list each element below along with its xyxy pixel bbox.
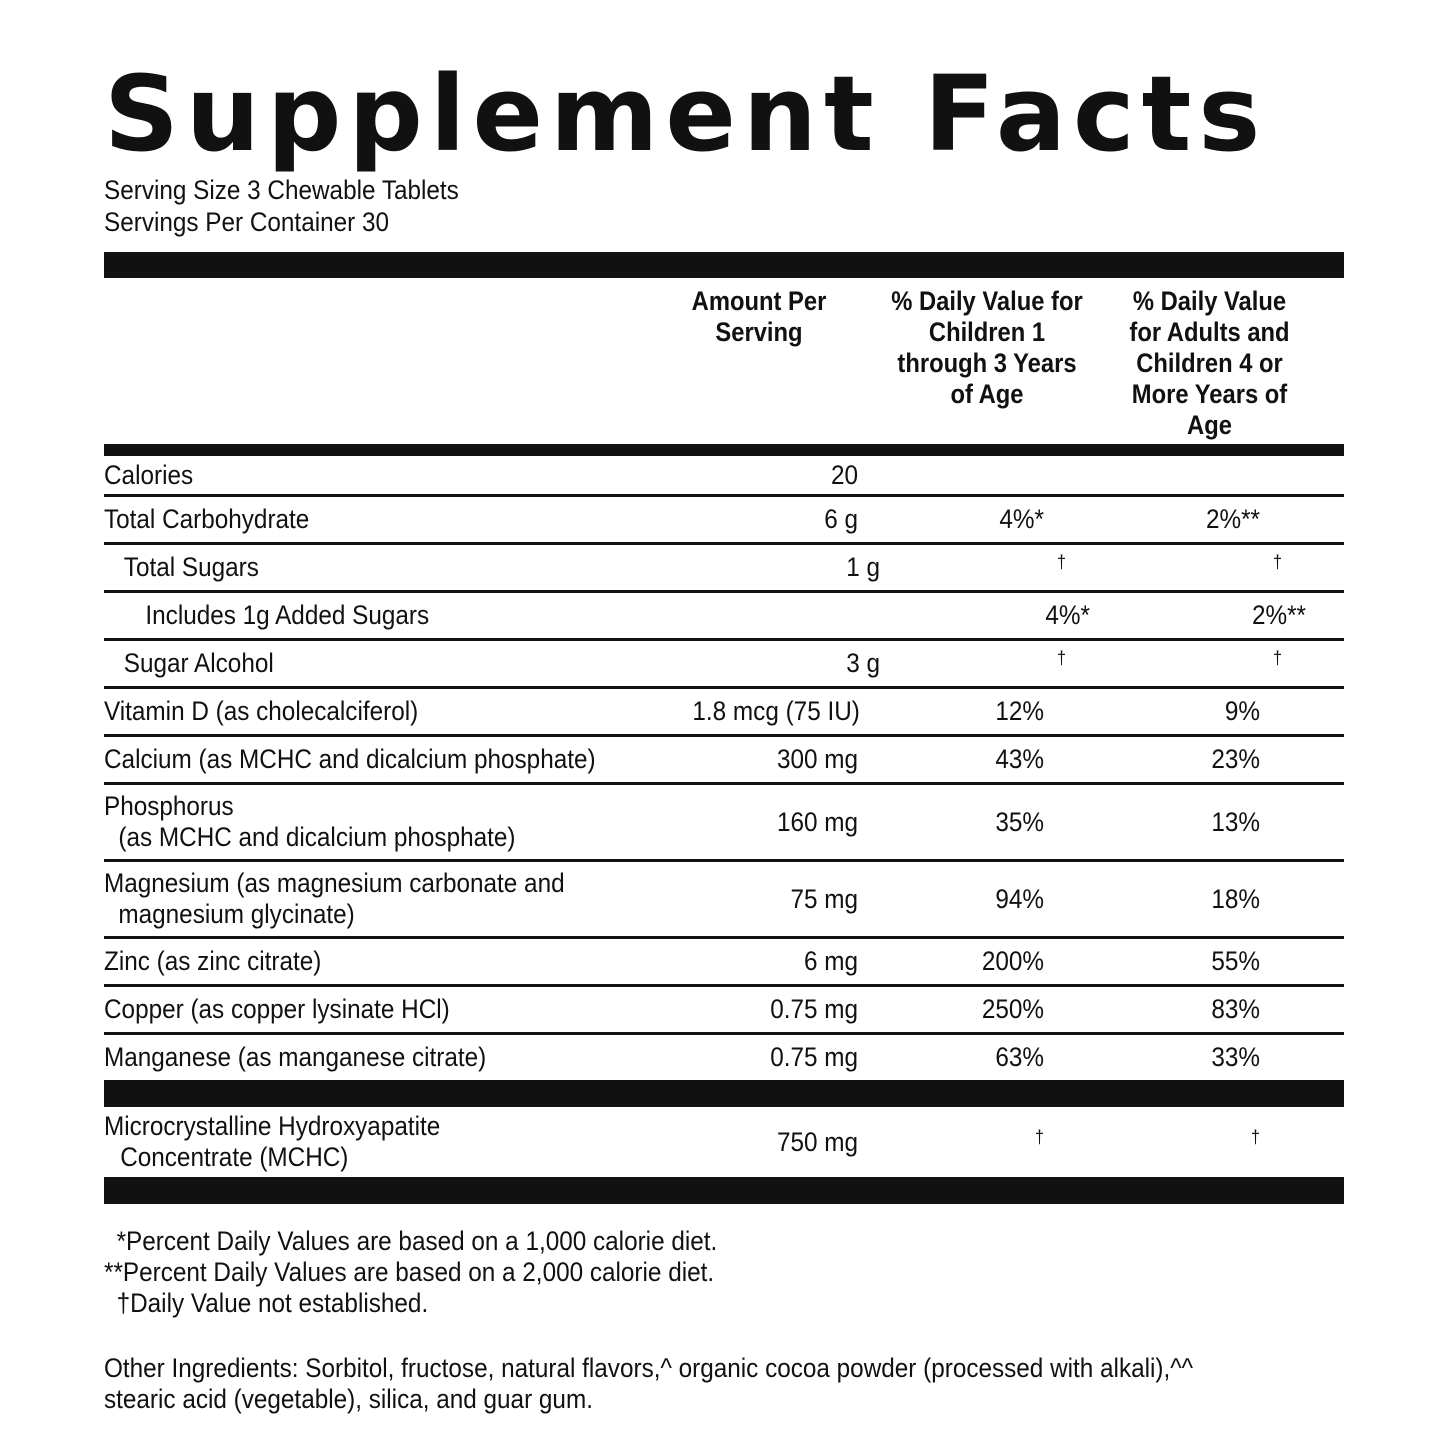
nutrient-amount: 160 mg [776,806,858,837]
servings-per-container: Servings Per Container 30 [104,207,390,237]
nutrient-amount: 750 mg [776,1126,858,1157]
nutrient-amount: 1.8 mcg (75 IU) [692,696,860,726]
nutrient-dv-children: 35% [995,806,1044,837]
nutrient-dv-adults: 55% [1211,946,1260,976]
nutrient-dv-adults: 33% [1211,1042,1260,1072]
nutrient-name-cont: magnesium glycinate) [118,899,355,929]
nutrient-name: Calories [104,459,194,490]
nutrient-dv-children: 63% [995,1042,1044,1072]
panel-title: Supplement Facts [104,53,1268,175]
nutrient-amount: 300 mg [776,744,858,774]
nutrient-dv-children: 94% [995,883,1044,914]
nutrient-name: Total Sugars [123,552,259,582]
table-row [104,593,1344,641]
nutrient-dv-adults: 2%** [1205,504,1260,534]
nutrient-name-cont: Concentrate (MCHC) [120,1142,349,1172]
nutrient-dv-adults: 9% [1224,696,1260,726]
table-row [104,785,1344,862]
ingredients-line-1: Other Ingredients: Sorbitol, fructose, natural flavors,^ organic cocoa powder (processed with alkali),^^ [104,1353,1194,1383]
nutrient-dv-children: 12% [995,696,1044,726]
nutrient-dv-adults: 13% [1211,806,1260,837]
nutrient-dv-children: 4%* [999,504,1044,534]
table-row [104,987,1344,1035]
table-row [104,456,1344,497]
table-row [104,641,1344,689]
nutrient-dv-children: 250% [981,994,1044,1024]
table-row [104,497,1344,545]
other-ingredients [104,1353,1337,1415]
bottom-thick-bar [104,1177,1344,1204]
footnote-1000: *Percent Daily Values are based on a 1,000 calorie diet. [116,1226,718,1256]
top-thick-bar [104,252,1344,278]
table-row [104,689,1344,737]
nutrient-dv-children: † [1056,648,1066,668]
nutrient-rows [104,456,1344,1080]
nutrient-dv-adults: 23% [1211,744,1260,774]
nutrient-dv-children: 200% [981,946,1044,976]
nutrient-amount: 3 g [846,648,880,678]
nutrient-amount: 75 mg [790,883,858,914]
table-row [104,737,1344,785]
nutrient-name-cont: (as MCHC and dicalcium phosphate) [118,822,516,852]
table-row [104,1107,1344,1177]
header-blank [138,278,631,444]
nutrient-dv-adults: 2%** [1251,600,1306,630]
nutrient-dv-children: † [1056,552,1066,572]
nutrient-name: Total Carbohydrate [104,504,310,534]
footnote-dagger: †Daily Value not established. [116,1288,429,1318]
nutrient-name: Includes 1g Added Sugars [145,600,430,630]
nutrient-dv-adults: † [1250,1126,1260,1147]
nutrient-name: Zinc (as zinc citrate) [104,946,322,976]
ingredients-line-2: stearic acid (vegetable), silica, and guar gum. [104,1384,593,1414]
nutrient-amount: 0.75 mg [770,994,858,1024]
nutrient-amount: 6 g [824,504,858,534]
nutrient-dv-adults: 83% [1211,994,1260,1024]
nutrient-amount: 0.75 mg [770,1042,858,1072]
column-header-row [104,278,1344,456]
footnotes [104,1226,1220,1319]
supplement-facts-panel [104,53,1344,1415]
table-row [104,1035,1344,1080]
nutrient-dv-adults: 18% [1211,883,1260,914]
nutrient-amount: 1 g [846,552,880,582]
table-row [104,862,1344,939]
nutrient-amount: 20 [830,459,858,490]
nutrient-dv-children: 43% [995,744,1044,774]
nutrient-amount: 6 mg [803,946,858,976]
nutrient-dv-adults: † [1272,552,1282,572]
table-row [104,939,1344,987]
nutrient-name: Magnesium (as magnesium carbonate and [104,868,565,898]
nutrient-dv-children: 4%* [1045,600,1090,630]
middle-thick-bar [104,1080,1344,1107]
serving-size: Serving Size 3 Chewable Tablets [104,175,459,205]
header-amount: Amount Per Serving [691,286,827,347]
footnote-2000: **Percent Daily Values are based on a 2,000 calorie diet. [104,1257,715,1287]
nutrient-dv-children: † [1034,1126,1044,1147]
nutrient-name: Microcrystalline Hydroxyapatite [104,1111,441,1141]
nutrient-name: Calcium (as MCHC and dicalcium phosphate) [104,744,596,774]
nutrient-name: Copper (as copper lysinate HCl) [104,994,450,1024]
nutrient-name: Phosphorus [104,791,234,821]
nutrient-name: Manganese (as manganese citrate) [104,1042,487,1072]
nutrient-dv-adults: † [1272,648,1282,668]
header-children-dv: % Daily Value for Children 1 through 3 Years of Age [891,286,1083,409]
nutrient-name: Sugar Alcohol [123,648,274,678]
table-row [104,545,1344,593]
header-adults-dv: % Daily Value for Adults and Children 4 or More Years of Age [1129,286,1290,440]
nutrient-name: Vitamin D (as cholecalciferol) [104,696,419,726]
serving-info [104,174,1220,238]
